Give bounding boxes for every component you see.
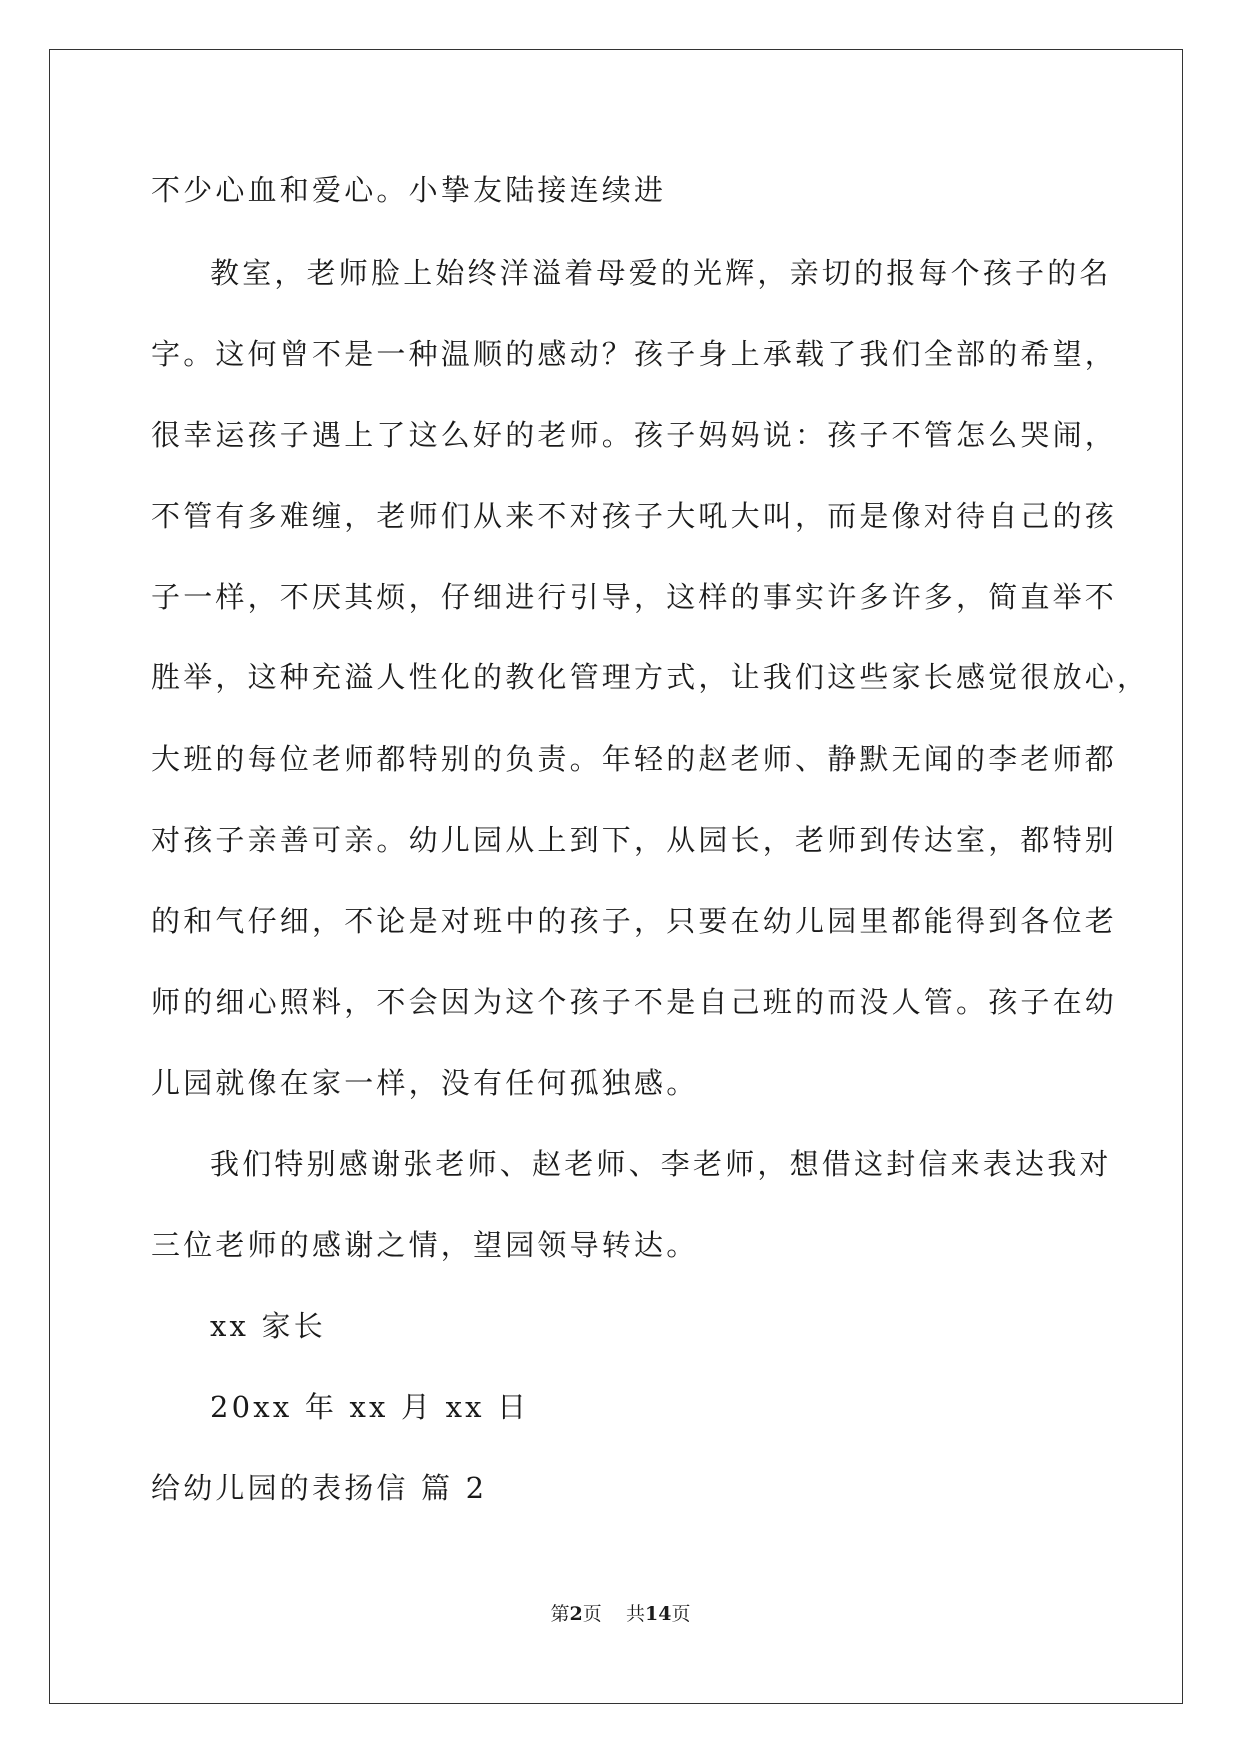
section-heading: 给幼儿园的表扬信 篇 2: [151, 1471, 488, 1505]
body-line: 三位老师的感谢之情，望园领导转达。: [151, 1228, 699, 1262]
page-frame: [49, 49, 1183, 1704]
page-footer: [0, 1602, 1241, 1626]
footer-page-suffix: 页: [582, 1603, 602, 1625]
body-line: 不管有多难缠，老师们从来不对孩子大吼大叫，而是像对待自己的孩: [151, 499, 1118, 533]
body-line: 的和气仔细，不论是对班中的孩子，只要在幼儿园里都能得到各位老: [151, 904, 1118, 938]
signature: xx 家长: [210, 1309, 326, 1343]
body-line: 胜举，这种充溢人性化的教化管理方式，让我们这些家长感觉很放心，: [151, 660, 1150, 694]
footer-total-suffix: 页: [671, 1603, 691, 1625]
footer-total-prefix: 共: [625, 1603, 645, 1625]
body-line: 对孩子亲善可亲。幼儿园从上到下，从园长，老师到传达室，都特别: [151, 823, 1118, 857]
body-line: 字。这何曾不是一种温顺的感动？孩子身上承载了我们全部的希望，: [151, 337, 1118, 371]
total-page-count: 14: [644, 1603, 672, 1625]
date-line: 20xx 年 xx 月 xx 日: [210, 1390, 530, 1424]
footer-prefix: 第: [550, 1603, 570, 1625]
paragraph-first-line: 我们特别感谢张老师、赵老师、李老师，想借这封信来表达我对: [210, 1147, 1112, 1181]
body-line: 儿园就像在家一样，没有任何孤独感。: [151, 1066, 699, 1100]
current-page-number: 2: [569, 1603, 583, 1625]
body-line: 子一样，不厌其烦，仔细进行引导，这样的事实许多许多，简直举不: [151, 580, 1118, 614]
paragraph-first-line: 教室，老师脸上始终洋溢着母爱的光辉，亲切的报每个孩子的名: [210, 256, 1112, 290]
body-line: 师的细心照料，不会因为这个孩子不是自己班的而没人管。孩子在幼: [151, 985, 1118, 1019]
body-line: 大班的每位老师都特别的负责。年轻的赵老师、静默无闻的李老师都: [151, 742, 1118, 776]
body-line: 很幸运孩子遇上了这么好的老师。孩子妈妈说：孩子不管怎么哭闹，: [151, 418, 1118, 452]
body-line: 不少心血和爱心。小挚友陆接连续进: [151, 173, 667, 207]
